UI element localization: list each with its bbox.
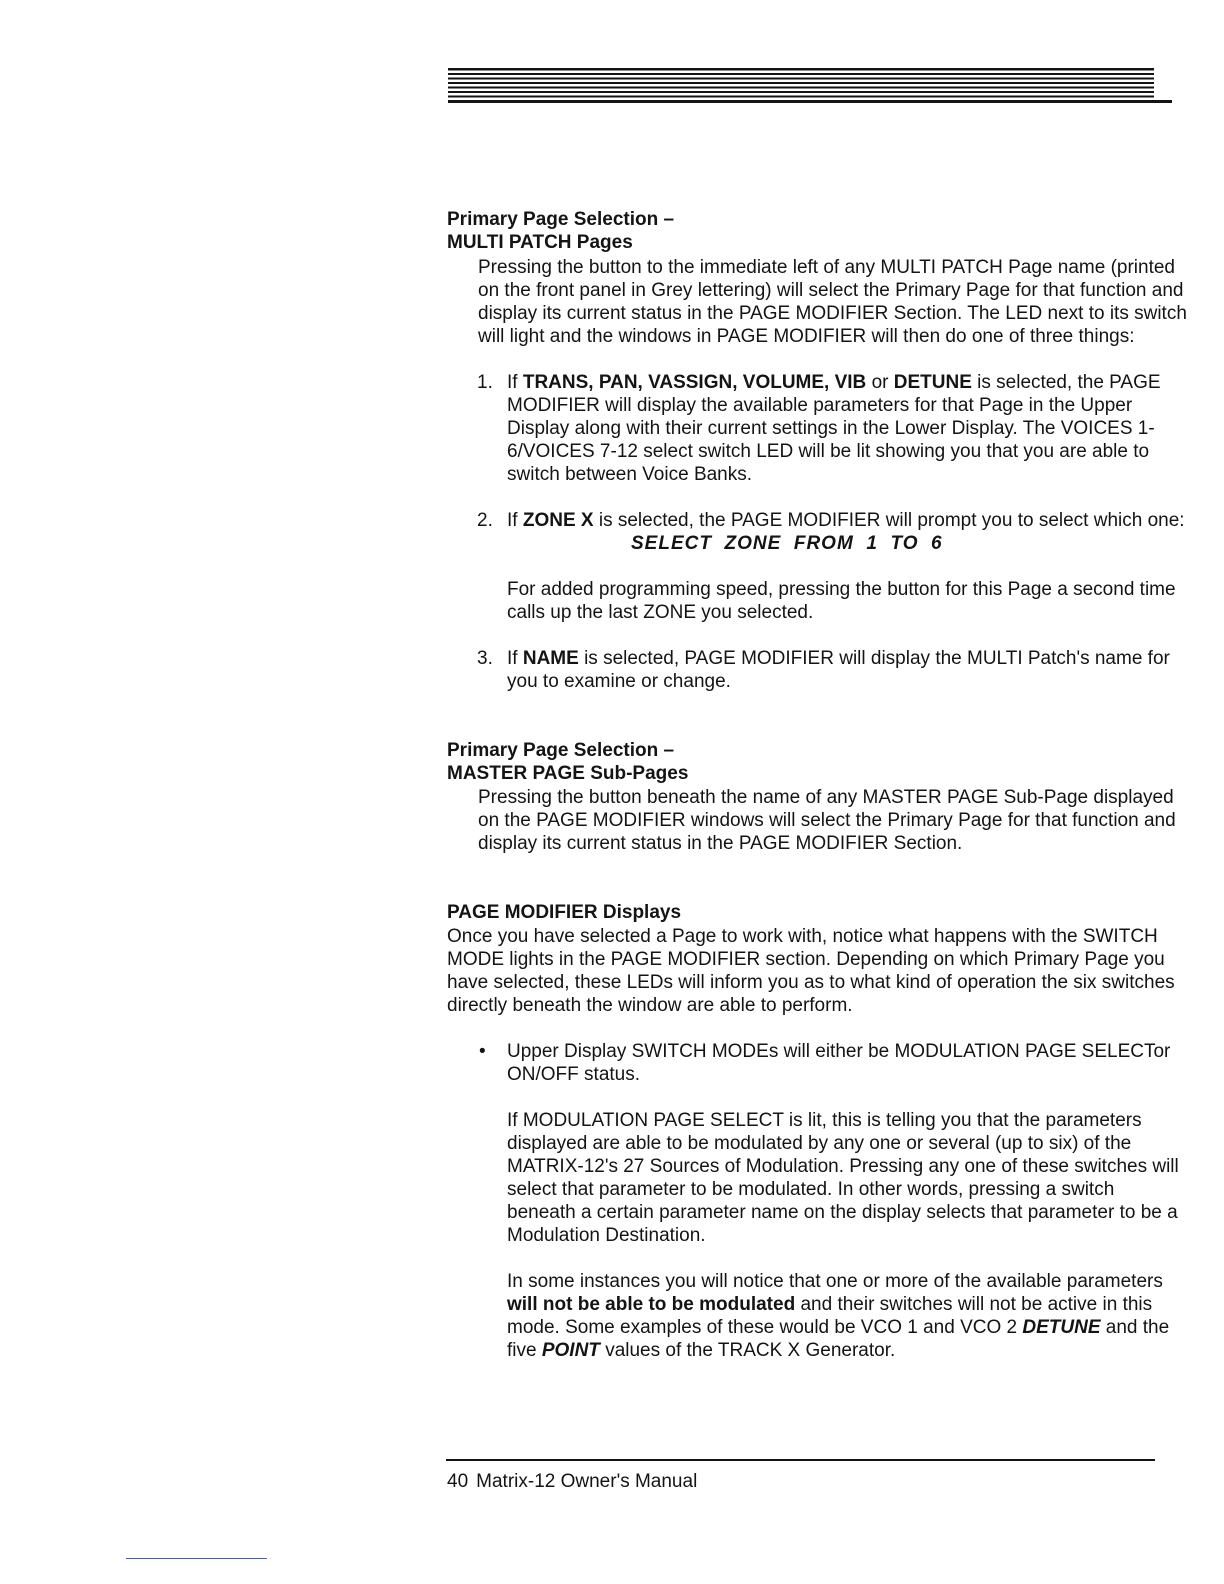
page-footer <box>447 1470 697 1493</box>
page-number: 40 <box>447 1471 469 1492</box>
list-number: 1. <box>477 372 493 393</box>
paragraph: If MODULATION PAGE SELECT is lit, this is telling you that the parameters displayed are able to be modulated by any one or several (up to six) of the MATRIX-12's 27 Sources of Modulation. Pressing any one of these switches will select that parameter to be modulated. In other words, pressing a switch beneath a certain parameter name on the display selects that parameter to be a Modulation Destination. <box>507 1110 1179 1246</box>
section-body: Pressing the button beneath the name of any MASTER PAGE Sub-Page displayed on the PAGE MODIFIER windows will select the Primary Page for that function and display its current status in the PAGE MODIFIER Section. <box>478 787 1176 854</box>
paragraph-text: In some instances you will notice that one or more of the available parameters <box>507 1271 1163 1292</box>
list-bold-text: NAME <box>522 648 579 669</box>
list-text: is selected, the PAGE MODIFIER will prompt you to select which one: <box>593 510 1185 531</box>
list-bold-text: DETUNE <box>893 372 972 393</box>
page-content <box>447 208 1187 1362</box>
section-body: Once you have selected a Page to work with, notice what happens with the SWITCH MODE lights in the PAGE MODIFIER section. Depending on which Primary Page you have selected, these LEDs will inform you as to what kind of operation the six switches directly beneath the window are able to perform. <box>447 926 1175 1016</box>
paragraph <box>447 1270 1187 1362</box>
paragraph-text: and their switches will not be active in this mode. Some examples of these would be VCO 1 and VCO 2 <box>507 1294 1153 1338</box>
list-text: is selected, the PAGE MODIFIER will display the available parameters for that Page in the Upper Display along with their current settings in the Lower Display. The VOICES 1-6/VOICES 7-12 select switch LED will be lit showing you that you are able to switch between Voice Banks. <box>507 372 1161 485</box>
zone-prompt-display: SELECT ZONE FROM 1 TO 6 <box>631 533 943 554</box>
numbered-list <box>447 647 1187 693</box>
paragraph-bold-italic-text: DETUNE <box>1022 1317 1101 1338</box>
scan-artifact-line <box>126 1558 267 1559</box>
list-bold-text: TRANS, PAN, VASSIGN, VOLUME, VIB <box>522 372 867 393</box>
list-text: or <box>866 372 894 393</box>
list-text: is selected, PAGE MODIFIER will display the MULTI Patch's name for you to examine or change. <box>507 648 1170 692</box>
paragraph-bold-text: will not be able to be modulated <box>507 1294 796 1315</box>
bullet-text: Upper Display SWITCH MODEs will either be MODULATION PAGE SELECTor ON/OFF status. <box>507 1041 1171 1085</box>
section-heading: Primary Page Selection – <box>447 740 675 761</box>
manual-title: Matrix-12 Owner's Manual <box>476 1471 698 1492</box>
header-rule-decoration <box>448 68 1172 106</box>
list-item <box>447 509 1187 532</box>
paragraph-text: and the five <box>507 1317 1170 1361</box>
section-heading: PAGE MODIFIER Displays <box>447 902 682 923</box>
footer-rule <box>446 1459 1155 1461</box>
list-number: 2. <box>477 510 493 531</box>
paragraph-text: values of the TRACK X Generator. <box>599 1340 896 1361</box>
section-heading: MASTER PAGE Sub-Pages <box>447 763 689 784</box>
list-number: 3. <box>477 648 493 669</box>
list-item <box>447 647 1187 693</box>
list-text: If <box>507 372 523 393</box>
paragraph-bold-italic-text: POINT <box>541 1340 600 1361</box>
list-text: If <box>507 510 523 531</box>
bullet-symbol: • <box>479 1041 486 1062</box>
list-bold-text: ZONE X <box>522 510 594 531</box>
section-intro: Pressing the button to the immediate left of any MULTI PATCH Page name (printed on the front panel in Grey lettering) will select the Primary Page for that function and display its current status in the PAGE MODIFIER Section. The LED next to its switch will light and the windows in PAGE MODIFIER will then do one of three things: <box>478 257 1187 347</box>
section-heading: Primary Page Selection – <box>447 209 675 230</box>
numbered-list <box>447 371 1187 532</box>
list-item <box>447 371 1187 486</box>
list-followup: For added programming speed, pressing the button for this Page a second time calls up the last ZONE you selected. <box>507 579 1176 623</box>
section-master-page <box>447 739 1187 855</box>
section-multi-patch <box>447 208 1187 693</box>
list-text: If <box>507 648 523 669</box>
bullet-item <box>447 1040 1187 1086</box>
section-heading: MULTI PATCH Pages <box>447 232 633 253</box>
section-page-modifier-displays <box>447 901 1187 1362</box>
